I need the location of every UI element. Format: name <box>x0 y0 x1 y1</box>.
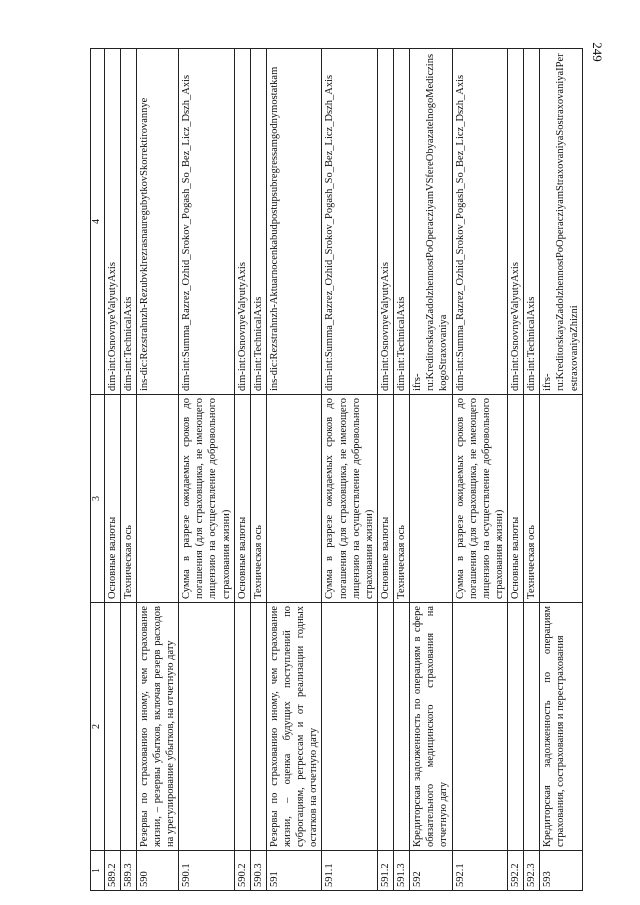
row-id-cell: 593 <box>540 851 582 891</box>
row-code-cell: dim-int:Summa_Razrez_Ozhid_Srokov_Pogash_So_Bez_Licz_Dszh_Axis <box>179 49 235 395</box>
row-name-cell: Резервы по страхованию иному, чем страхование жизни, – резервы убытков, включая резерв расходов на урегулирование убытков, на отчетную дату <box>136 603 178 851</box>
table-row <box>266 49 322 891</box>
row-id-cell: 592.3 <box>524 851 540 891</box>
row-id-cell: 590.1 <box>179 851 235 891</box>
table-row <box>322 49 378 891</box>
row-id-cell: 591.3 <box>394 851 410 891</box>
row-code-cell: ins-dic:Rezstrahnzh-RezubvklrezrasnauregubytkovSkorrektirovannye <box>136 49 178 395</box>
row-description-cell: Сумма в разрезе ожидаемых сроков до погашения (для страховщика, не имеющего лицензию на осуществление добровольного страхования жизни) <box>179 395 235 603</box>
row-id-cell: 590.3 <box>250 851 266 891</box>
row-name-cell <box>394 603 410 851</box>
row-name-cell <box>508 603 524 851</box>
table-row <box>136 49 178 891</box>
row-name-cell <box>120 603 136 851</box>
table-row <box>250 49 266 891</box>
row-id-cell: 591.1 <box>322 851 378 891</box>
row-code-cell: dim-int:TechnicalAxis <box>524 49 540 395</box>
header-cell: 4 <box>91 49 105 395</box>
row-description-cell: Основные валюты <box>508 395 524 603</box>
row-code-cell: dim-int:TechnicalAxis <box>394 49 410 395</box>
row-description-cell: Техническая ось <box>524 395 540 603</box>
row-code-cell: dim-int:OsnovnyeValyutyAxis <box>104 49 120 395</box>
row-name-cell: Резервы по страхованию иному, чем страхование жизни, – оценка будущих поступлений по суброгациям, регрессам и от реализации годных остатков на отчетную дату <box>266 603 322 851</box>
table-row <box>394 49 410 891</box>
row-description-cell: Основные валюты <box>234 395 250 603</box>
row-name-cell <box>234 603 250 851</box>
table-row <box>540 49 582 891</box>
row-description-cell: Техническая ось <box>394 395 410 603</box>
table-row <box>120 49 136 891</box>
row-id-cell: 590.2 <box>234 851 250 891</box>
row-name-cell <box>452 603 508 851</box>
header-cell: 3 <box>91 395 105 603</box>
row-name-cell: Кредиторская задолженность по операциям страхования, сострахования и перестрахования <box>540 603 582 851</box>
row-description-cell <box>540 395 582 603</box>
row-code-cell: ifrs-ru:KreditorskayaZadolzhennostPoOperacziyamStraxovaniyaSostraxovaniyaIPerestraxovaniyaZhizni <box>540 49 582 395</box>
row-id-cell: 591.2 <box>377 851 393 891</box>
row-description-cell: Сумма в разрезе ожидаемых сроков до погашения (для страховщика, не имеющего лицензию на осуществление добровольного страхования жизни) <box>452 395 508 603</box>
row-code-cell: dim-int:TechnicalAxis <box>250 49 266 395</box>
row-description-cell: Основные валюты <box>377 395 393 603</box>
row-name-cell <box>104 603 120 851</box>
table-header-row <box>91 49 105 891</box>
row-name-cell <box>322 603 378 851</box>
row-description-cell <box>410 395 452 603</box>
table-row <box>508 49 524 891</box>
row-code-cell: dim-int:Summa_Razrez_Ozhid_Srokov_Pogash_So_Bez_Licz_Dszh_Axis <box>322 49 378 395</box>
row-id-cell: 590 <box>136 851 178 891</box>
document-page <box>90 49 580 891</box>
row-name-cell: Кредиторская задолженность по операциям в сфере обязательного медицинского страхования на отчетную дату <box>410 603 452 851</box>
row-code-cell: ins-dic:Rezstrahnzh-Aktuarnocenkabudpostupsubregressamgodnymostatkam <box>266 49 322 395</box>
page-number: 249 <box>589 42 605 62</box>
table-row <box>410 49 452 891</box>
row-code-cell: dim-int:OsnovnyeValyutyAxis <box>377 49 393 395</box>
table-row <box>234 49 250 891</box>
header-cell: 1 <box>91 851 105 891</box>
row-code-cell: ifrs-ru:KreditorskayaZadolzhennostPoOperacziyamVSfereObyazatelnogoMediczinskogoStraxovaniya <box>410 49 452 395</box>
row-id-cell: 592.2 <box>508 851 524 891</box>
row-id-cell: 589.2 <box>104 851 120 891</box>
row-code-cell: dim-int:Summa_Razrez_Ozhid_Srokov_Pogash_So_Bez_Licz_Dszh_Axis <box>452 49 508 395</box>
row-name-cell <box>179 603 235 851</box>
header-cell: 2 <box>91 603 105 851</box>
table-row <box>524 49 540 891</box>
row-description-cell: Основные валюты <box>104 395 120 603</box>
row-description-cell: Сумма в разрезе ожидаемых сроков до погашения (для страховщика, не имеющего лицензию на осуществление добровольного страхования жизни) <box>322 395 378 603</box>
row-id-cell: 589.3 <box>120 851 136 891</box>
row-code-cell: dim-int:OsnovnyeValyutyAxis <box>508 49 524 395</box>
row-description-cell: Техническая ось <box>250 395 266 603</box>
table-row <box>452 49 508 891</box>
table-row <box>104 49 120 891</box>
table-row <box>377 49 393 891</box>
row-code-cell: dim-int:TechnicalAxis <box>120 49 136 395</box>
row-description-cell <box>136 395 178 603</box>
row-id-cell: 591 <box>266 851 322 891</box>
xbrl-mapping-table <box>90 48 583 891</box>
row-description-cell <box>266 395 322 603</box>
row-code-cell: dim-int:OsnovnyeValyutyAxis <box>234 49 250 395</box>
table-row <box>179 49 235 891</box>
row-id-cell: 592 <box>410 851 452 891</box>
row-name-cell <box>524 603 540 851</box>
row-id-cell: 592.1 <box>452 851 508 891</box>
row-description-cell: Техническая ось <box>120 395 136 603</box>
row-name-cell <box>250 603 266 851</box>
row-name-cell <box>377 603 393 851</box>
